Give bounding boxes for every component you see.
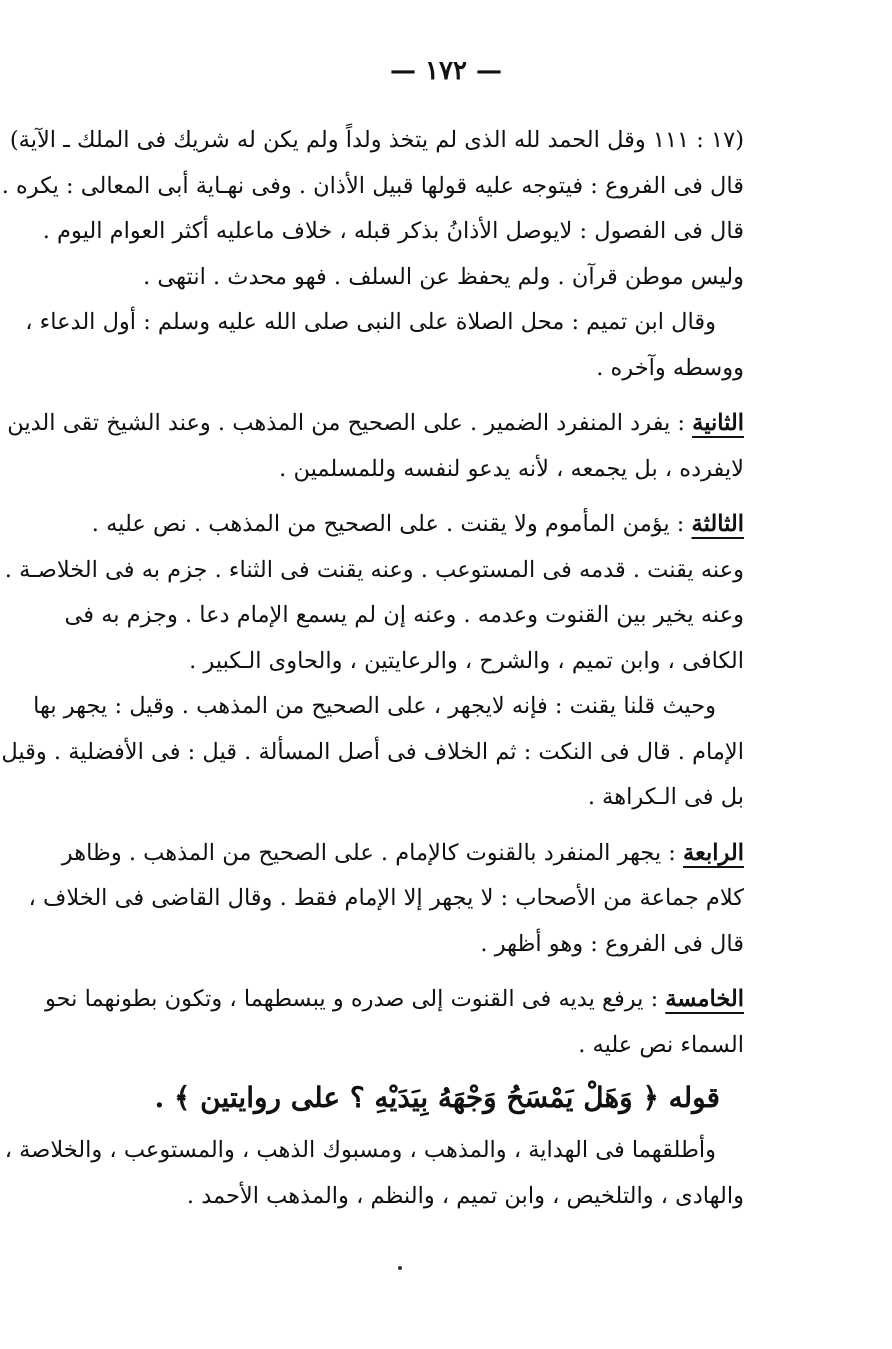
text-line: لايفرده ، بل يجمعه ، لأنه يدعو لنفسه وللمسلمين . [279, 455, 744, 482]
page-number: — ١٧٢ — [389, 56, 503, 86]
text-line: وقال ابن تميم : محل الصلاة على النبى صلى الله عليه وسلم : أول الدعاء ، [25, 309, 716, 335]
text-line: (١٧ : ١١١ وقل الحمد لله الذى لم يتخذ ولداً ولم يكن له شريك فى الملك ـ الآية) [9, 127, 744, 153]
text-line [7, 401, 744, 447]
line-text: : يجهر المنفرد بالقنوت كالإمام . على الصحيح من المذهب . وظاهر [61, 839, 684, 866]
text-line: قال فى الفروع : وهو أظهر . [480, 930, 744, 957]
line-text: : يؤمن المأموم ولا يقنت . على الصحيح من المذهب . نص عليه . [91, 511, 692, 537]
paragraph-gap [92, 391, 744, 401]
text-line: وليس موطن قرآن . ولم يحفظ عن السلف . فهو محدث . انتهى . [143, 263, 744, 290]
section-keyword: الخامسة [665, 986, 744, 1012]
text-line: قال فى الفصول : لايوصل الأذانُ بذكر قبله ، خلاف ماعليه أكثر العوام اليوم . [42, 218, 744, 244]
text-line: وعنه يقنت . قدمه فى المستوعب . وعنه يقنت فى الثناء . جزم به فى الخلاصـة . [4, 556, 744, 583]
section-keyword: الثانية [692, 410, 744, 436]
text-line: الكافى ، وابن تميم ، والشرح ، والرعايتين ، والحاوى الـكبير . [189, 647, 744, 674]
text-line: كلام جماعة من الأصحاب : لا يجهر إلا الإمام فقط . وقال القاضى فى الخلاف ، [28, 885, 744, 911]
paragraph-gap [92, 967, 744, 977]
paragraph-gap [92, 821, 744, 831]
text-line: وعنه يخير بين القنوت وعدمه . وعنه إن لم يسمع الإمام دعا . وجزم به فى [64, 602, 744, 628]
line-text: : يرفع يديه فى القنوت إلى صدره و يبسطهما ، وتكون بطونهما نحو [45, 986, 666, 1012]
text-line [61, 831, 744, 877]
text-line [45, 977, 744, 1023]
text-line: ووسطه وآخره . [596, 354, 744, 381]
page-body [1, 118, 744, 1219]
text-line: والهادى ، والتلخيص ، وابن تميم ، والنظم ، والمذهب الأحمد . [186, 1182, 744, 1209]
paragraph-gap [92, 492, 744, 502]
section-keyword: الثالثة [691, 511, 744, 537]
section-keyword: الرابعة [683, 839, 744, 866]
text-line: قال فى الفروع : فيتوجه عليه قولها قبيل الأذان . وفى نهـاية أبى المعالى : يكره . [1, 172, 744, 199]
line-text: : يفرد المنفرد الضمير . على الصحيح من المذهب . وعند الشيخ تقى الدين [7, 410, 693, 436]
text-line: الإمام . قال فى النكت : ثم الخلاف فى أصل المسألة . قيل : فى الأفضلية . وقيل [1, 738, 744, 765]
text-line: وحيث قلنا يقنت : فإنه لايجهر ، على الصحيح من المذهب . وقيل : يجهر بها [33, 693, 716, 719]
text-line [92, 502, 744, 548]
text-line: السماء نص عليه . [578, 1031, 744, 1058]
section-heading: قوله ﴿ وَهَلْ يَمْسَحُ وَجْهَهُ بِيَدَيْهِ ؟ على روايتين ﴾ . [154, 1081, 720, 1114]
text-line: بل فى الـكراهة . [587, 784, 744, 810]
ink-dot [398, 1266, 402, 1270]
text-line: وأطلقهما فى الهداية ، والمذهب ، ومسبوك الذهب ، والمستوعب ، والخلاصة ، [4, 1137, 716, 1163]
